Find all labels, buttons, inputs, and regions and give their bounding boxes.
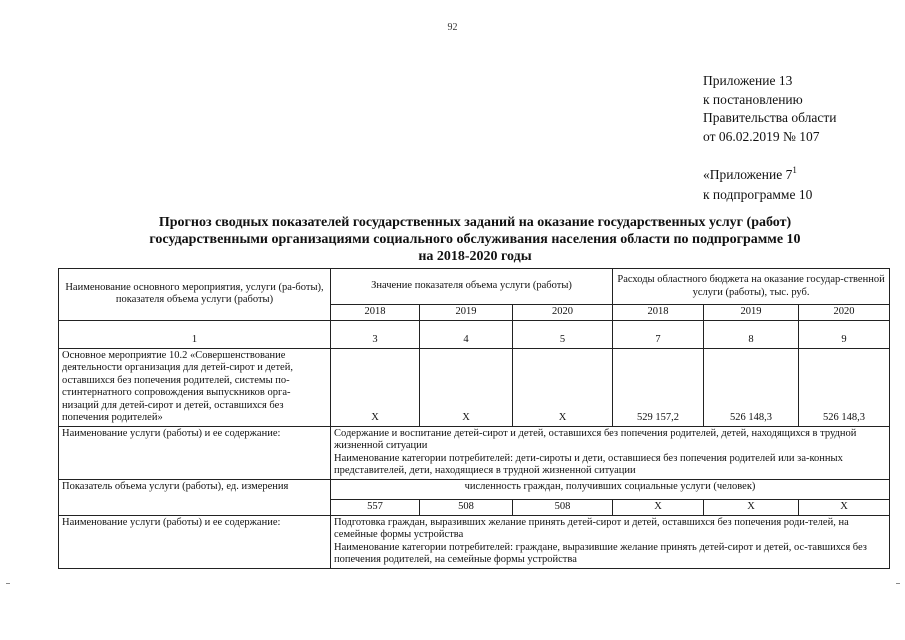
service-content bbox=[331, 426, 890, 479]
main-event-value: X bbox=[331, 348, 420, 426]
forecast-table bbox=[58, 268, 890, 569]
main-event-name: Основное мероприятие 10.2 «Совершенствование деятельности организация для детей-сирот и детей, оставшихся без попечения родителей, системы по-стинтернатного сопровождения выпускников орга-низаций для детей-сирот и детей, оставшихся без попечения родителей» bbox=[59, 348, 331, 426]
header-name-cell: Наименование основного мероприятия, услуги (ра-боты), показателя объема услуги (работы) bbox=[59, 269, 331, 321]
appendix-line: от 06.02.2019 № 107 bbox=[703, 128, 820, 144]
main-event-value: X bbox=[420, 348, 513, 426]
service-description: Содержание и воспитание детей-сирот и детей, оставшихся без попечения родителей, детей, находящихся в трудной жизненной ситуации bbox=[334, 427, 857, 451]
year-cell: 2020 bbox=[799, 305, 890, 321]
consumer-category: Наименование категории потребителей: граждане, выразившие желание принять детей-сирот и детей, ос-тавшихся без попечения родителей, на семейные формы устройства bbox=[334, 541, 867, 565]
subprogram-appendix-title: «Приложение 7 bbox=[703, 167, 793, 182]
column-number-cell: 8 bbox=[704, 320, 799, 348]
header-value-cell: Значение показателя объема услуги (работы) bbox=[331, 269, 613, 305]
service-content bbox=[331, 515, 890, 568]
indicator-year-value: X bbox=[704, 500, 799, 516]
header-expense-cell: Расходы областного бюджета на оказание государ-ственной услуги (работы), тыс. руб. bbox=[613, 269, 890, 305]
service-description: Подготовка граждан, выразивших желание принять детей-сирот и детей, оставшихся без попечения роди-телей, на семейные формы устройства bbox=[334, 516, 849, 540]
title-line: Прогноз сводных показателей государственных заданий на оказание государственных услуг (работ) bbox=[158, 215, 792, 230]
appendix-line: Приложение 13 bbox=[703, 73, 793, 88]
subprogram-appendix-sup: 1 bbox=[792, 165, 797, 175]
column-number-cell: 7 bbox=[613, 320, 704, 348]
scan-mark bbox=[6, 583, 10, 584]
appendix-line: Правительства области bbox=[703, 110, 837, 125]
main-event-expense: 529 157,2 bbox=[613, 348, 704, 426]
appendix-line: к постановлению bbox=[703, 91, 803, 107]
subprogram-appendix bbox=[703, 160, 812, 205]
year-cell: 2020 bbox=[513, 305, 613, 321]
column-number-cell: 9 bbox=[799, 320, 890, 348]
service-label: Наименование услуги (работы) и ее содержание: bbox=[59, 426, 331, 479]
year-cell: 2019 bbox=[704, 305, 799, 321]
column-number-cell: 1 bbox=[59, 320, 331, 348]
column-number-cell: 5 bbox=[513, 320, 613, 348]
indicator-year-value: 508 bbox=[513, 500, 613, 516]
indicator-year-value: 508 bbox=[420, 500, 513, 516]
indicator-label: Показатель объема услуги (работы), ед. измерения bbox=[59, 479, 331, 515]
indicator-year-value: 557 bbox=[331, 500, 420, 516]
consumer-category: Наименование категории потребителей: дети-сироты и дети, оставшиеся без попечения родителей или за-конных представителей, дети, находящиеся в трудной жизненной ситуации bbox=[334, 452, 843, 476]
main-event-expense: 526 148,3 bbox=[704, 348, 799, 426]
indicator-year-value: X bbox=[799, 500, 890, 516]
appendix-header bbox=[703, 72, 836, 146]
title-line: государственными организациями социального обслуживания населения области по подпрограмме 10 bbox=[149, 232, 801, 247]
main-event-value: X bbox=[513, 348, 613, 426]
indicator-year-value: X bbox=[613, 500, 704, 516]
scan-mark bbox=[896, 583, 900, 584]
year-cell: 2018 bbox=[613, 305, 704, 321]
column-number-cell: 3 bbox=[331, 320, 420, 348]
year-cell: 2018 bbox=[331, 305, 420, 321]
subprogram-appendix-line: к подпрограмме 10 bbox=[703, 187, 813, 202]
document-title bbox=[60, 214, 890, 265]
page-number: 92 bbox=[447, 22, 458, 33]
main-event-expense: 526 148,3 bbox=[799, 348, 890, 426]
column-number-cell: 4 bbox=[420, 320, 513, 348]
service-label: Наименование услуги (работы) и ее содержание: bbox=[59, 515, 331, 568]
indicator-value: численность граждан, получивших социальные услуги (человек) bbox=[331, 479, 890, 500]
year-cell: 2019 bbox=[420, 305, 513, 321]
title-line: на 2018-2020 годы bbox=[418, 249, 532, 264]
